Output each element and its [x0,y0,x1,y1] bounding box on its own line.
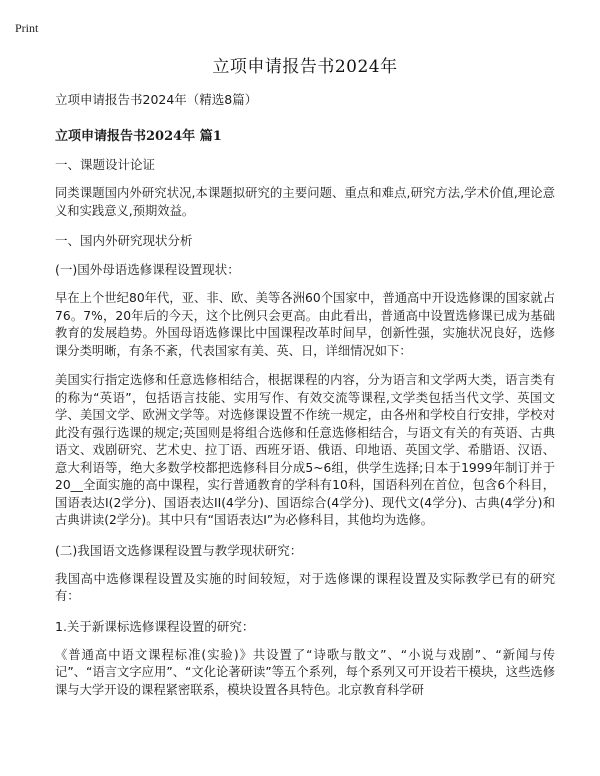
paragraph-1: 同类课题国内外研究状况,本课题拟研究的主要问题、重点和难点,研究方法,学术价值,理论意义和实践意义,预期效益。 [55,186,555,218]
print-link[interactable]: Print [15,21,39,35]
page-title: 立项申请报告书2024年 [212,57,398,77]
heading-5: 1.关于新课标选修课程设置的研究： [55,618,255,634]
document-subtitle: 立项申请报告书2024年（精选8篇） [55,92,258,107]
paragraph-3: 美国实行指定选修和任意选修相结合，根据课程的内容，分为语言和文学两大类，语言类有的称为“英语”，包括语言技能、实用写作、有效交流等课程,文学类包括当代文学、英国文学、美国文学、欧洲文学等。对选修课设置不作统一规定，由各州和学校自行安排，学校对此没有强行选课的规定;英国则是将组合选修和任意选修相结合，与语文有关的有英语、古典语文、戏剧研究、艺术史、拉丁语、西班牙语、俄语、印地语、英国文学、希腊语、汉语、意大利语等，绝大多数学校都把选修科目分成5~6组，供学生选择;日本于1999年制订并于20__全面实施的高中课程，实行普通教育的学科有10科，国语科列在首位，包含6个科目，国语表达I(2学分)、国语表达II(4学分)、国语综合(4学分)、现代文(4学分)、古典(4学分)和古典讲读(2学分)。其中只有“国语表达I”为必修科目，其他均为选修。 [55,373,555,527]
heading-3: (一)国外母语选修课程设置现状： [55,262,240,277]
paragraph-2: 早在上个世纪80年代，亚、非、欧、美等各洲60个国家中，普通高中开设选修课的国家就占76。7%，20年后的今天，这个比例只会更高。由此看出，普通高中设置选修课已成为基础教育的发展趋势。外国母语选修课比中国课程改革时间早，创新性强，实施状况良好，选修课分类明晰，有条不紊，代表国家有美、英、日，详细情况如下： [55,291,555,358]
paragraph-5: 《普通高中语文课程标准(实验)》共设置了“诗歌与散文”、“小说与戏剧”、“新闻与传记”、“语言文字应用”、“文化论著研读”等五个系列，每个系列又可开设若干模块，这些选修课与大学开设的课程紧密联系，模块设置各具特色。北京教育科学研 [55,647,555,697]
document-body [55,52,555,711]
heading-2: 一、国内外研究现状分析 [55,233,193,248]
section-title: 立项申请报告书2024年 篇1 [55,129,222,144]
heading-4: (二)我国语文选修课程设置与教学现状研究： [55,542,303,558]
paragraph-4: 我国高中选修课程设置及实施的时间较短，对于选修课的课程设置及实际教学已有的研究有： [55,571,555,603]
heading-1: 一、课题设计论证 [55,157,156,172]
